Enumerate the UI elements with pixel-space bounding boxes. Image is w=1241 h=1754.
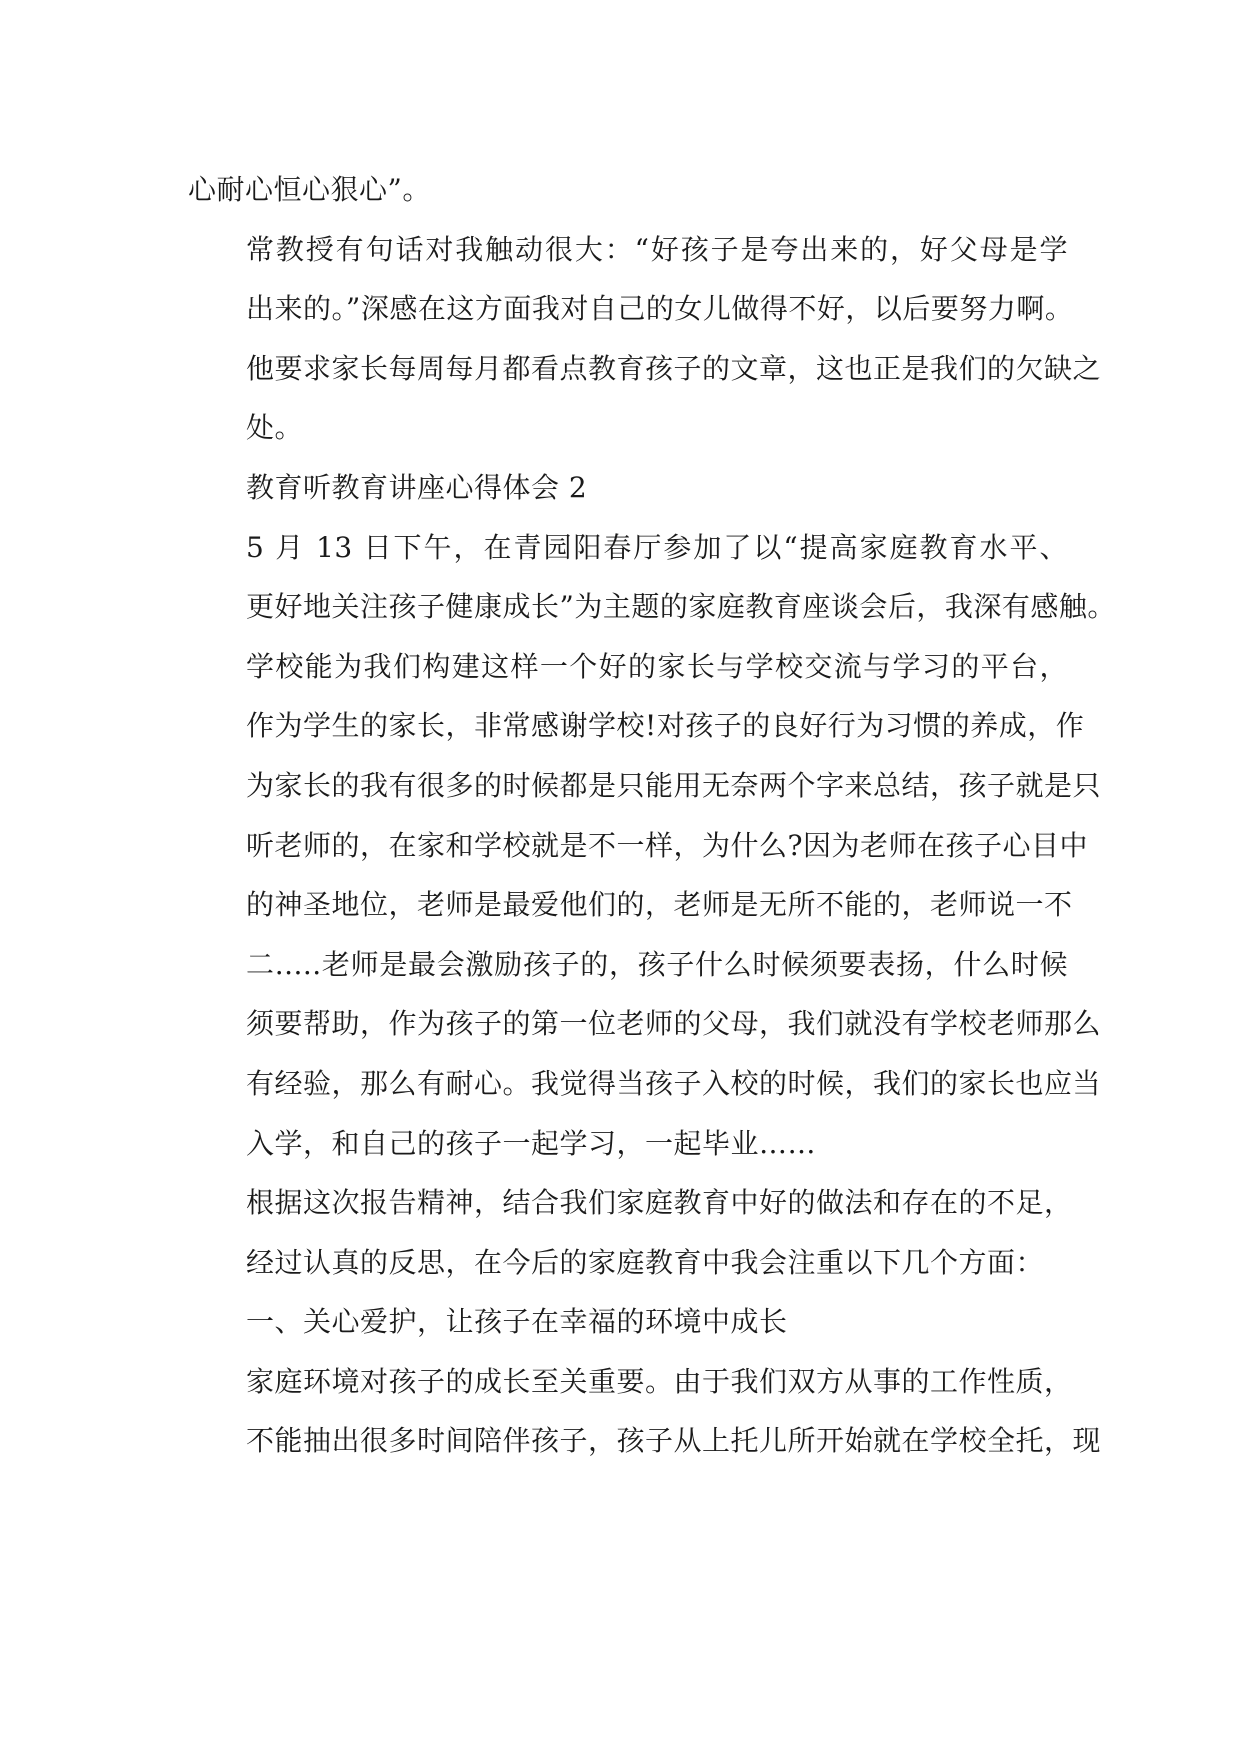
paragraph-professor-quote — [188, 220, 1102, 458]
text-line: 根据这次报告精神，结合我们家庭教育中好的做法和存在的不足， — [246, 1186, 1073, 1220]
text-line: 不能抽出很多时间陪伴孩子，孩子从上托儿所开始就在学校全托，现 — [246, 1424, 1102, 1458]
text-line: 作为学生的家长，非常感谢学校!对孩子的良好行为习惯的养成，作 — [246, 709, 1085, 743]
paragraph-school-platform — [188, 637, 1102, 1173]
paragraph-point-one — [188, 1292, 1068, 1352]
text-line: 5 月 13 日下午，在青园阳春厅参加了以“提高家庭教育水平、 — [246, 530, 1068, 564]
text-line: 出来的。”深感在这方面我对自己的女儿做得不好，以后要努力啊。 — [246, 292, 1074, 326]
text-line: 教育听教育讲座心得体会 2 — [246, 470, 588, 504]
paragraph-section-title — [188, 458, 1068, 518]
text-line: 的神圣地位，老师是最爱他们的，老师是无所不能的，老师说一不 — [246, 888, 1073, 922]
text-line: 学校能为我们构建这样一个好的家长与学校交流与学习的平台， — [246, 649, 1068, 683]
text-line: 一、关心爱护，让孩子在幸福的环境中成长 — [246, 1305, 788, 1339]
text-line: 二.....老师是最会激励孩子的，孩子什么时候须要表扬，什么时候 — [246, 947, 1068, 981]
text-line: 他要求家长每周每月都看点教育孩子的文章，这也正是我们的欠缺之 — [246, 351, 1102, 385]
text-line: 心耐心恒心狠心”。 — [188, 173, 431, 206]
text-line: 入学，和自己的孩子一起学习，一起毕业…… — [246, 1126, 817, 1160]
text-line: 须要帮助，作为孩子的第一位老师的父母，我们就没有学校老师那么 — [246, 1007, 1102, 1041]
paragraph-family-env — [188, 1352, 1102, 1471]
paragraph-may-13 — [188, 518, 1116, 637]
text-line: 为家长的我有很多的时候都是只能用无奈两个字来总结，孩子就是只 — [246, 768, 1102, 802]
paragraph-continuation — [188, 160, 1068, 220]
text-line: 处。 — [246, 411, 304, 445]
text-line: 有经验，那么有耐心。我觉得当孩子入校的时候，我们的家长也应当 — [246, 1066, 1102, 1100]
paragraph-reflection — [188, 1173, 1073, 1292]
text-line: 常教授有句话对我触动很大：“好孩子是夸出来的，好父母是学 — [246, 232, 1068, 266]
text-line: 听老师的，在家和学校就是不一样，为什么?因为老师在孩子心目中 — [246, 828, 1089, 862]
text-line: 更好地关注孩子健康成长”为主题的家庭教育座谈会后，我深有感触。 — [246, 590, 1116, 624]
text-line: 家庭环境对孩子的成长至关重要。由于我们双方从事的工作性质， — [246, 1364, 1073, 1398]
document-body — [188, 160, 1116, 1471]
text-line: 经过认真的反思，在今后的家庭教育中我会注重以下几个方面： — [246, 1245, 1045, 1279]
